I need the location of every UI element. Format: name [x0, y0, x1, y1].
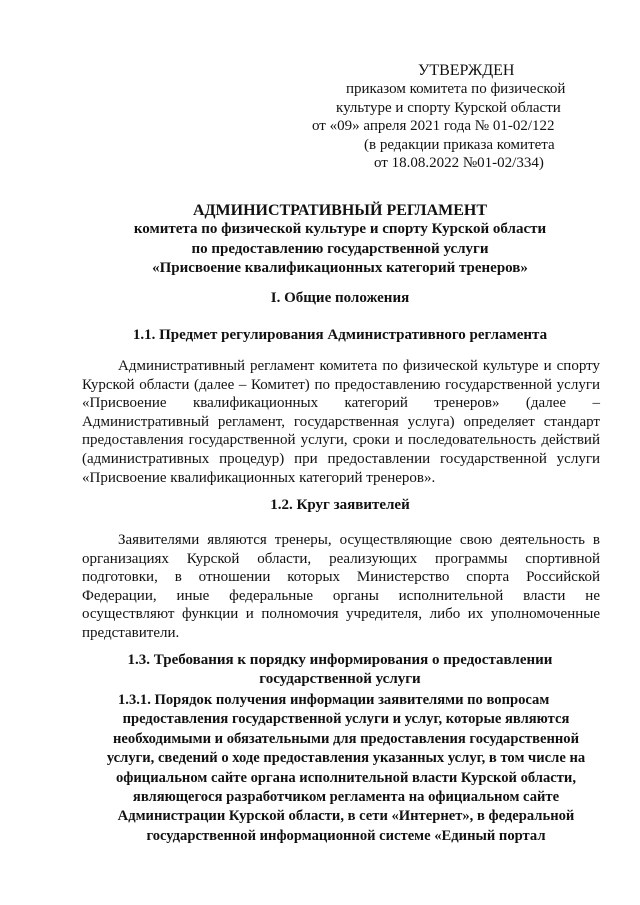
- text-line: предоставления государственной услуги, сроки и последовательность действий: [82, 432, 600, 449]
- text-line: осуществляют функции и полномочия учредителя, либо их уполномоченные: [82, 606, 600, 623]
- text-line: организациях Курской области, реализующих программы спортивной: [82, 550, 600, 567]
- text-line: «Присвоение квалификационных категорий тренеров».: [82, 469, 436, 486]
- text-line: являющегося разработчиком регламента на официальном сайте: [132, 789, 560, 806]
- text-line: (административных процедур) при предоставлении государственной услуги: [82, 450, 600, 467]
- approval-title: УТВЕРЖДЕН: [418, 62, 515, 79]
- text-line: государственной информационной системе «Единый портал: [146, 827, 546, 844]
- document-title: [80, 201, 600, 279]
- text-line: «Присвоение квалификационных категорий тренеров» (далее –: [82, 395, 600, 412]
- approval-line: (в редакции приказа комитета: [364, 136, 555, 153]
- text-line: подготовки, в отношении которых Министерство спорта Российской: [82, 569, 600, 586]
- subsection-heading-1-3: [80, 651, 600, 689]
- approval-line: культуре и спорту Курской области: [336, 99, 561, 116]
- text-line: необходимыми и обязательными для предоставления государственной: [113, 730, 579, 747]
- text-line: услуги, сведений о ходе предоставления указанных услуг, в том числе на: [106, 750, 586, 767]
- text-line: официальном сайте органа исполнительной власти Курской области,: [115, 769, 576, 786]
- text-line: Заявителями являются тренеры, осуществляющие свою деятельность в: [118, 532, 600, 548]
- text-line: Администрации Курской области, в сети «Интернет», в федеральной: [117, 808, 575, 825]
- document-title-line: по предоставлению государственной услуги: [191, 240, 489, 257]
- document-title-line: «Присвоение квалификационных категорий тренеров»: [152, 260, 528, 277]
- text-line: Административный регламент, государственная услуга) определяет стандарт: [82, 413, 600, 430]
- text-line: Федерации, иные федеральные органы исполнительной власти не: [82, 587, 600, 604]
- document-title-line: комитета по физической культуре и спорту Курской области: [133, 221, 547, 238]
- heading-line: государственной услуги: [259, 671, 421, 687]
- approval-line: приказом комитета по физической: [346, 81, 566, 98]
- section-heading-general: I. Общие положения: [270, 290, 410, 306]
- paragraph-1-3-1: [86, 691, 606, 846]
- text-line: предоставления государственной услуги и услуг, которые являются: [122, 711, 570, 728]
- text-line: представители.: [82, 624, 180, 641]
- approval-line: от 18.08.2022 №01-02/334): [374, 155, 544, 172]
- document-title-main: АДМИНИСТРАТИВНЫЙ РЕГЛАМЕНТ: [192, 202, 488, 219]
- text-line: 1.3.1. Порядок получения информации заявителями по вопросам: [118, 692, 550, 708]
- paragraph-1-2: [82, 531, 600, 643]
- approval-line: от «09» апреля 2021 года № 01-02/122: [312, 118, 555, 135]
- approval-stamp: [300, 62, 600, 172]
- subsection-heading-1-2: 1.2. Круг заявителей: [270, 497, 410, 513]
- paragraph-1-1: [82, 357, 600, 487]
- text-line: Административный регламент комитета по физической культуре и спорту: [118, 358, 600, 374]
- text-line: Курской области (далее – Комитет) по предоставлению государственной услуги: [82, 376, 600, 393]
- subsection-heading-1-1: 1.1. Предмет регулирования Административного регламента: [132, 327, 548, 343]
- heading-line: 1.3. Требования к порядку информирования о предоставлении: [127, 652, 553, 668]
